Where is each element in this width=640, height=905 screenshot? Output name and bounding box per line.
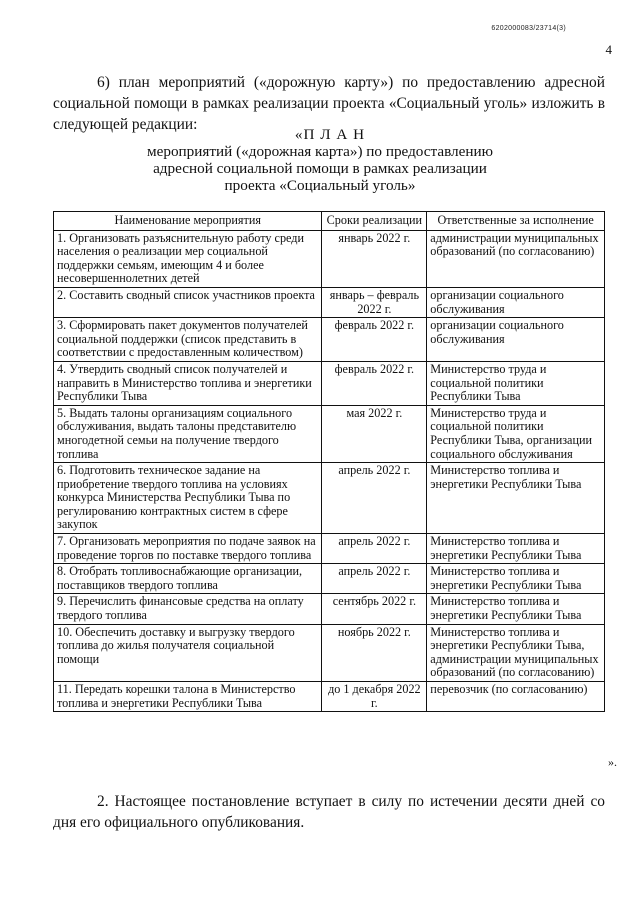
header-responsible: Ответственные за исполнение (427, 212, 605, 231)
plan-title-line1: «П Л А Н (294, 126, 366, 143)
row-date: апрель 2022 г. (322, 463, 427, 534)
row-name: 1. Организовать разъяснительную работу среди населения о реализации мер социальной поддержки семьям, имеющим 4 и более несовершеннолетних детей (54, 230, 322, 287)
row-name: 6. Подготовить техническое задание на приобретение твердого топлива на условиях конкурса Министерства Республики Тыва по регулированию контрактных систем в сфере закупок (54, 463, 322, 534)
row-name: 3. Сформировать пакет документов получателей социальной поддержки (список представить в соответствии с предоставленным количеством) (54, 318, 322, 362)
row-responsible: Министерство топлива и энергетики Республики Тыва (427, 463, 605, 534)
row-date: апрель 2022 г. (322, 534, 427, 564)
row-responsible: Министерство труда и социальной политики Республики Тыва (427, 361, 605, 405)
intro-text: 6) план мероприятий («дорожную карту») по предоставлению адресной социальной помощи в рамках реализации проекта «Социальный уголь» изложить в следующей редакции: (53, 74, 605, 133)
row-responsible: Министерство топлива и энергетики Республики Тыва (427, 594, 605, 624)
row-date: сентябрь 2022 г. (322, 594, 427, 624)
row-name: 9. Перечислить финансовые средства на оплату твердого топлива (54, 594, 322, 624)
row-name: 8. Отобрать топливоснабжающие организации, поставщиков твердого топлива (54, 564, 322, 594)
closing-quote-mark: ». (608, 755, 617, 769)
page-number: 4 (605, 42, 612, 57)
table-row (54, 287, 605, 317)
row-responsible: администрации муниципальных образований (по согласованию) (427, 230, 605, 287)
table-row (54, 463, 605, 534)
final-text: 2. Настоящее постановление вступает в силу по истечении десяти дней со дня его официального опубликования. (53, 793, 605, 831)
table-row (54, 564, 605, 594)
table-row (54, 594, 605, 624)
header-name: Наименование мероприятия (54, 212, 322, 231)
row-name: 7. Организовать мероприятия по подаче заявок на проведение торгов по поставке твердого топлива (54, 534, 322, 564)
table-row (54, 682, 605, 712)
row-date: до 1 декабря 2022 г. (322, 682, 427, 712)
row-responsible: организации социального обслуживания (427, 318, 605, 362)
row-name: 10. Обеспечить доставку и выгрузку твердого топлива до жилья получателя социальной помощи (54, 624, 322, 681)
plan-title-line4: проекта «Социальный уголь» (224, 177, 416, 194)
row-name: 2. Составить сводный список участников проекта (54, 287, 322, 317)
row-name: 11. Передать корешки талона в Министерство топлива и энергетики Республики Тыва (54, 682, 322, 712)
row-responsible: Министерство топлива и энергетики Республики Тыва (427, 564, 605, 594)
table-row (54, 361, 605, 405)
row-date: январь – февраль 2022 г. (322, 287, 427, 317)
plan-table (53, 211, 605, 712)
plan-title (0, 126, 640, 194)
row-responsible: организации социального обслуживания (427, 287, 605, 317)
row-name: 5. Выдать талоны организациям социального обслуживания, выдать талоны представителю многодетной семьи на получение твердого топлива (54, 405, 322, 462)
table-row (54, 318, 605, 362)
row-name: 4. Утвердить сводный список получателей и направить в Министерство топлива и энергетики Республики Тыва (54, 361, 322, 405)
row-responsible: Министерство топлива и энергетики Республики Тыва (427, 534, 605, 564)
table-row (54, 230, 605, 287)
row-responsible: перевозчик (по согласованию) (427, 682, 605, 712)
row-date: мая 2022 г. (322, 405, 427, 462)
plan-title-line2: мероприятий («дорожная карта») по предоставлению (147, 143, 493, 160)
header-dates: Сроки реализации (322, 212, 427, 231)
plan-title-line3: адресной социальной помощи в рамках реализации (153, 160, 487, 177)
table-row (54, 534, 605, 564)
document-code: 6202000083/23714(3) (491, 25, 566, 32)
row-date: январь 2022 г. (322, 230, 427, 287)
row-responsible: Министерство труда и социальной политики Республики Тыва, организации социального обслуживания (427, 405, 605, 462)
row-date: апрель 2022 г. (322, 564, 427, 594)
row-date: ноябрь 2022 г. (322, 624, 427, 681)
final-paragraph (53, 791, 605, 833)
table-header-row (54, 212, 605, 231)
table-row (54, 624, 605, 681)
row-responsible: Министерство топлива и энергетики Республики Тыва, администрации муниципальных образований (по согласованию) (427, 624, 605, 681)
table-row (54, 405, 605, 462)
row-date: февраль 2022 г. (322, 361, 427, 405)
row-date: февраль 2022 г. (322, 318, 427, 362)
